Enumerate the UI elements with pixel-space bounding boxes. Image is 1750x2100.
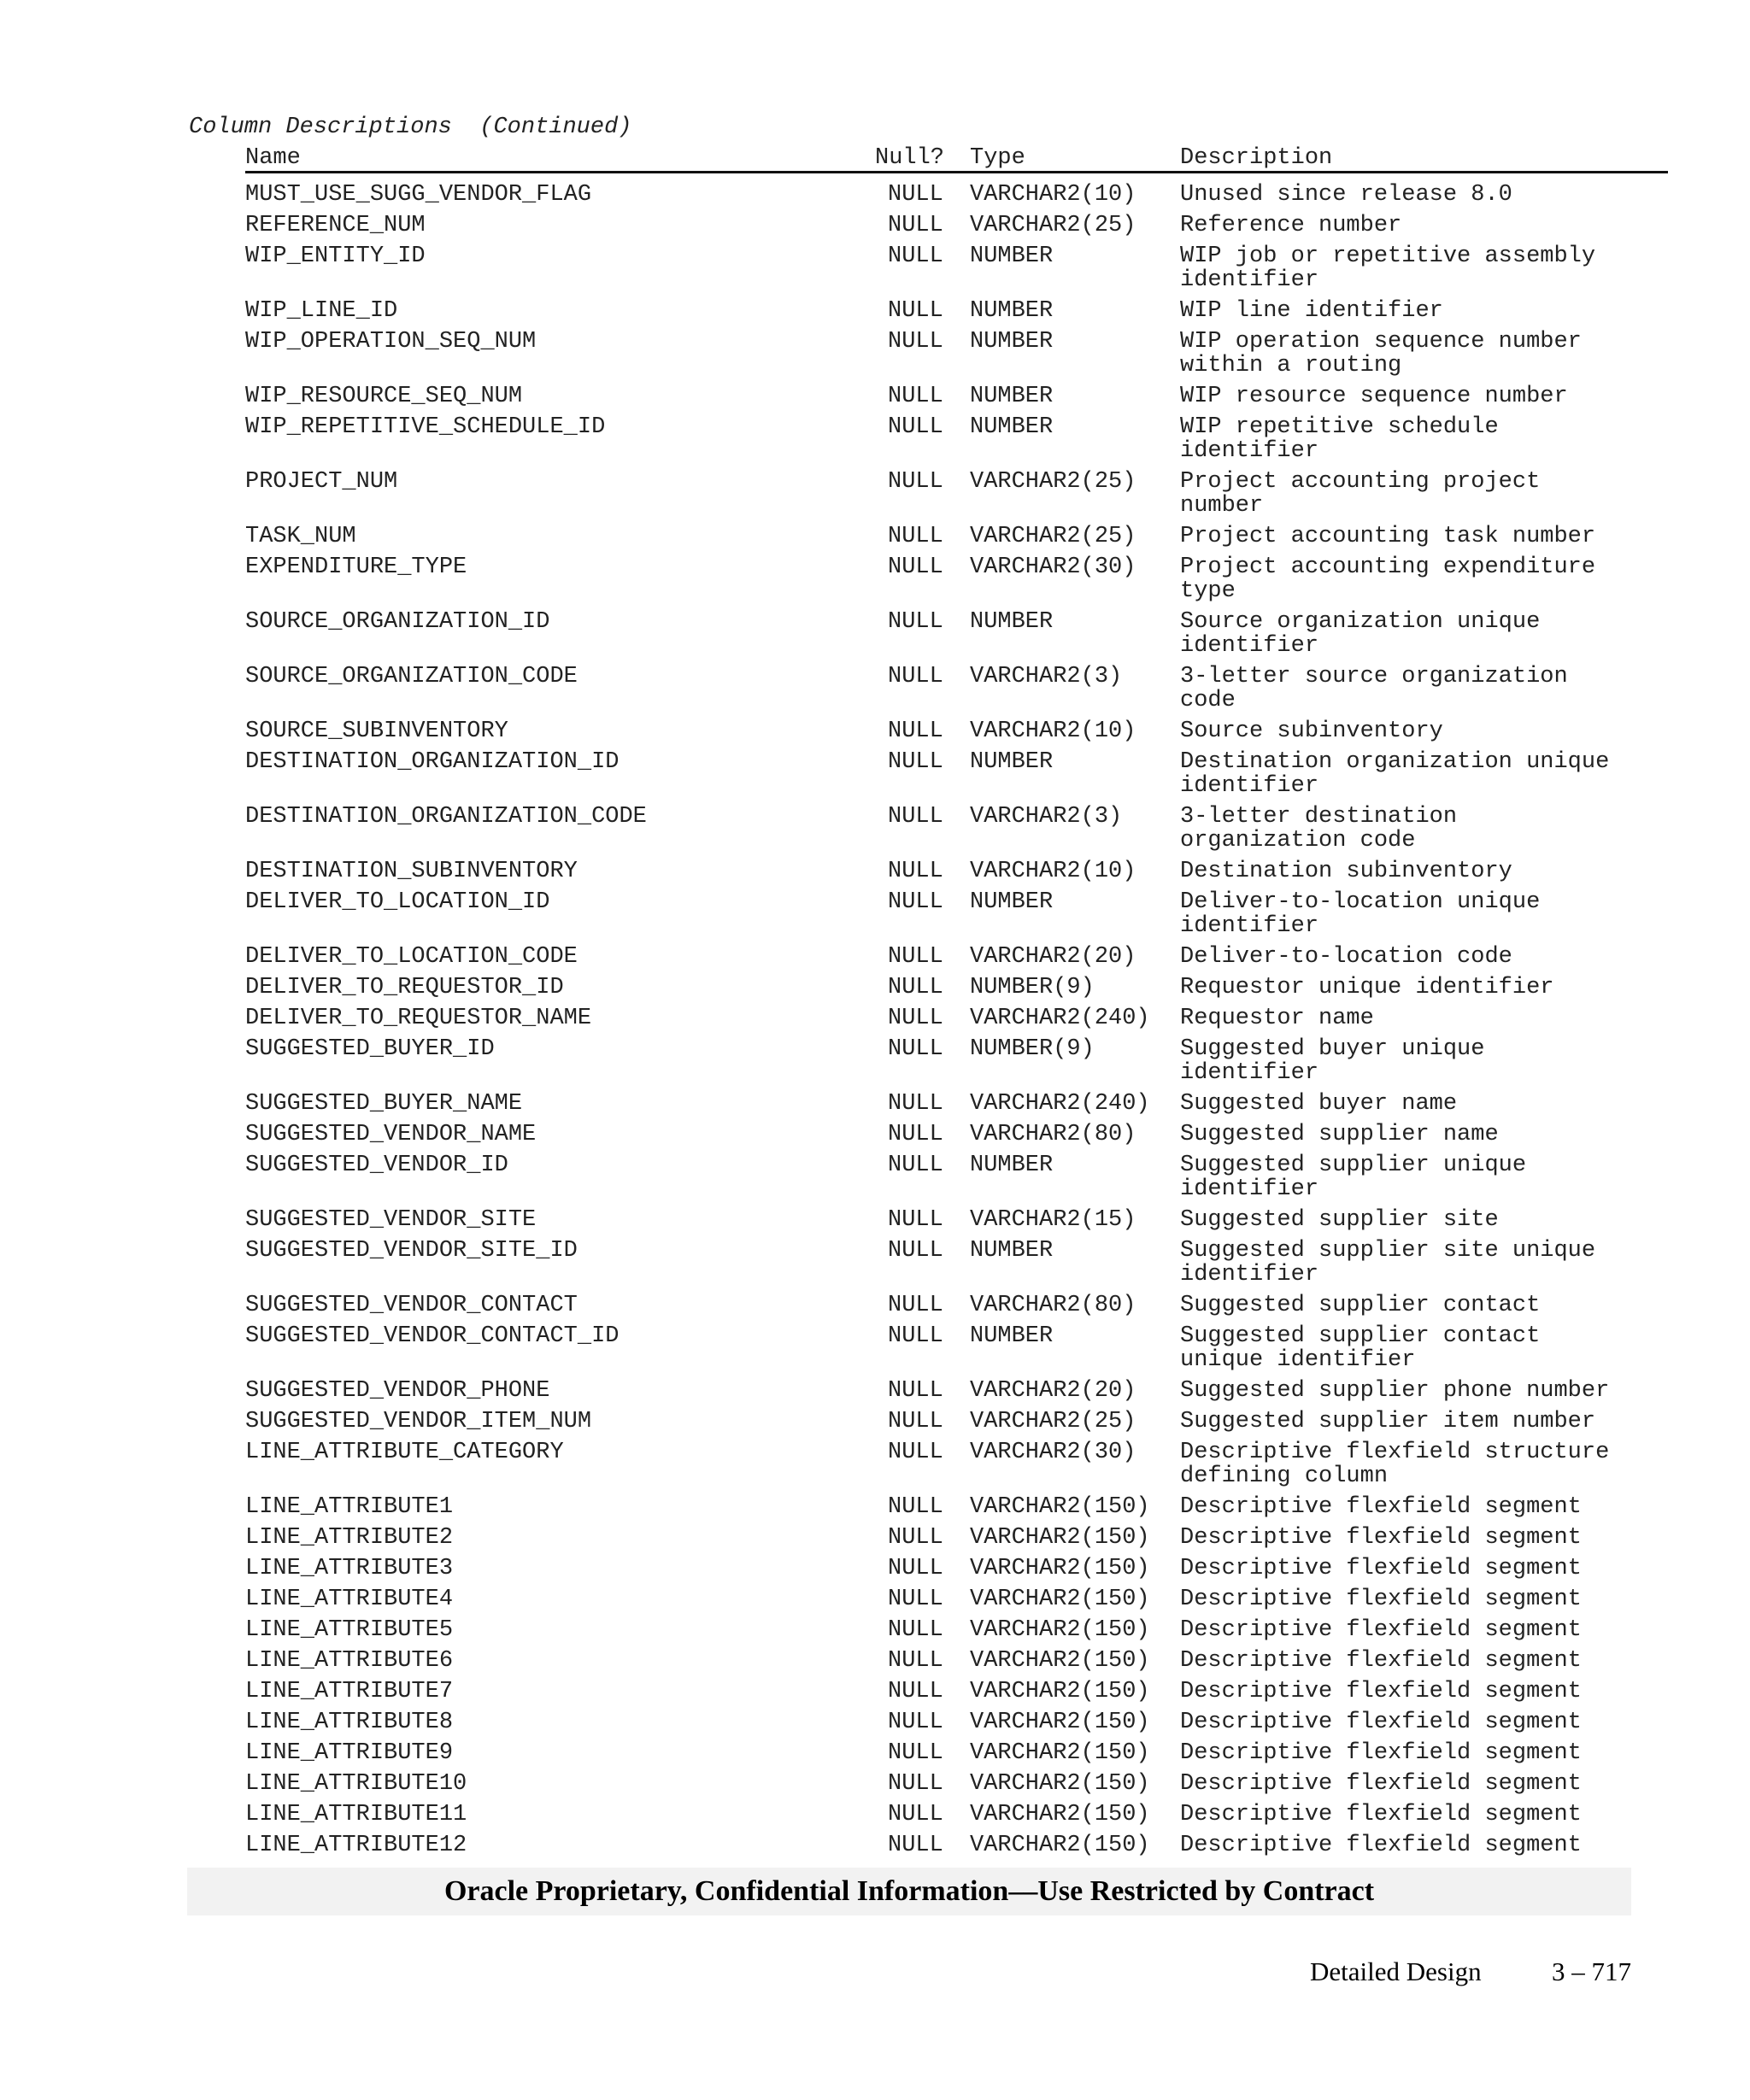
- column-name-cell: LINE_ATTRIBUTE6: [245, 1648, 454, 1674]
- type-cell: NUMBER(9): [970, 1036, 1095, 1062]
- type-cell: VARCHAR2(150): [970, 1740, 1150, 1766]
- null-cell: NULL: [888, 1006, 943, 1031]
- null-cell: NULL: [888, 329, 943, 355]
- description-cell: Suggested supplier name: [1180, 1122, 1499, 1147]
- null-cell: NULL: [888, 1525, 943, 1551]
- null-cell: NULL: [888, 1802, 943, 1827]
- table-row: [0, 610, 1750, 665]
- description-cell: Suggested supplier site unique identifier: [1180, 1238, 1596, 1288]
- column-name-cell: LINE_ATTRIBUTE7: [245, 1679, 454, 1704]
- description-cell: Descriptive flexfield structure defining column: [1180, 1440, 1610, 1489]
- table-row: [0, 945, 1750, 976]
- section-title: Column Descriptions (Continued): [189, 114, 632, 140]
- column-header-type: Type: [970, 145, 1025, 171]
- type-cell: VARCHAR2(150): [970, 1617, 1150, 1643]
- table-row: [0, 750, 1750, 805]
- null-cell: NULL: [888, 243, 943, 269]
- column-name-cell: DELIVER_TO_REQUESTOR_ID: [245, 975, 564, 1000]
- table-row: [0, 1587, 1750, 1618]
- description-cell: Descriptive flexfield segment: [1180, 1740, 1582, 1766]
- description-cell: Project accounting expenditure type: [1180, 554, 1596, 604]
- null-cell: NULL: [888, 1679, 943, 1704]
- table-row: [0, 976, 1750, 1006]
- description-cell: Suggested supplier site: [1180, 1207, 1499, 1233]
- column-name-cell: EXPENDITURE_TYPE: [245, 554, 467, 580]
- table-row: [0, 1618, 1750, 1649]
- column-name-cell: DESTINATION_SUBINVENTORY: [245, 859, 578, 884]
- table-row: [0, 859, 1750, 890]
- description-cell: Descriptive flexfield segment: [1180, 1525, 1582, 1551]
- column-name-cell: SUGGESTED_VENDOR_SITE_ID: [245, 1238, 578, 1264]
- column-name-cell: LINE_ATTRIBUTE1: [245, 1494, 454, 1520]
- table-row: [0, 1680, 1750, 1710]
- table-row: [0, 1153, 1750, 1208]
- type-cell: VARCHAR2(25): [970, 1409, 1136, 1434]
- column-name-cell: MUST_USE_SUGG_VENDOR_FLAG: [245, 182, 592, 208]
- table-row: [0, 299, 1750, 330]
- type-cell: NUMBER(9): [970, 975, 1095, 1000]
- type-cell: VARCHAR2(30): [970, 554, 1136, 580]
- null-cell: NULL: [888, 298, 943, 324]
- null-cell: NULL: [888, 213, 943, 238]
- null-cell: NULL: [888, 889, 943, 915]
- null-cell: NULL: [888, 1091, 943, 1117]
- type-cell: NUMBER: [970, 1238, 1054, 1264]
- table-row: [0, 1092, 1750, 1123]
- column-header-name: Name: [245, 145, 301, 171]
- null-cell: NULL: [888, 1833, 943, 1858]
- null-cell: NULL: [888, 1122, 943, 1147]
- table-row: [0, 1526, 1750, 1557]
- description-cell: Deliver-to-location code: [1180, 944, 1512, 970]
- table-row: [0, 1833, 1750, 1864]
- null-cell: NULL: [888, 1378, 943, 1404]
- null-cell: NULL: [888, 1494, 943, 1520]
- null-cell: NULL: [888, 1648, 943, 1674]
- column-name-cell: WIP_RESOURCE_SEQ_NUM: [245, 384, 523, 409]
- type-cell: VARCHAR2(240): [970, 1091, 1150, 1117]
- description-cell: Descriptive flexfield segment: [1180, 1710, 1582, 1735]
- null-cell: NULL: [888, 749, 943, 775]
- column-name-cell: SUGGESTED_BUYER_NAME: [245, 1091, 523, 1117]
- type-cell: VARCHAR2(25): [970, 469, 1136, 495]
- type-cell: VARCHAR2(20): [970, 1378, 1136, 1404]
- table-row: [0, 1803, 1750, 1833]
- null-cell: NULL: [888, 1323, 943, 1349]
- description-cell: Project accounting task number: [1180, 524, 1596, 549]
- table-row: [0, 1293, 1750, 1324]
- table-row: [0, 1324, 1750, 1379]
- column-name-cell: SUGGESTED_VENDOR_CONTACT: [245, 1293, 578, 1318]
- type-cell: NUMBER: [970, 889, 1054, 915]
- table-row: [0, 1208, 1750, 1239]
- description-cell: Suggested supplier contact unique identifier: [1180, 1323, 1541, 1373]
- table-row: [0, 330, 1750, 384]
- type-cell: NUMBER: [970, 243, 1054, 269]
- null-cell: NULL: [888, 1771, 943, 1797]
- column-name-cell: LINE_ATTRIBUTE5: [245, 1617, 454, 1643]
- type-cell: VARCHAR2(150): [970, 1648, 1150, 1674]
- description-cell: Source organization unique identifier: [1180, 609, 1541, 659]
- column-name-cell: SOURCE_ORGANIZATION_ID: [245, 609, 550, 635]
- table-row: [0, 665, 1750, 719]
- description-cell: Requestor name: [1180, 1006, 1374, 1031]
- null-cell: NULL: [888, 1710, 943, 1735]
- null-cell: NULL: [888, 1207, 943, 1233]
- description-cell: Descriptive flexfield segment: [1180, 1587, 1582, 1612]
- column-name-cell: LINE_ATTRIBUTE12: [245, 1833, 467, 1858]
- null-cell: NULL: [888, 1440, 943, 1465]
- null-cell: NULL: [888, 1740, 943, 1766]
- column-name-cell: DELIVER_TO_REQUESTOR_NAME: [245, 1006, 592, 1031]
- type-cell: VARCHAR2(240): [970, 1006, 1150, 1031]
- column-name-cell: DESTINATION_ORGANIZATION_CODE: [245, 804, 647, 830]
- column-name-cell: SOURCE_ORGANIZATION_CODE: [245, 664, 578, 689]
- null-cell: NULL: [888, 182, 943, 208]
- null-cell: NULL: [888, 414, 943, 440]
- table-row: [0, 719, 1750, 750]
- type-cell: VARCHAR2(150): [970, 1494, 1150, 1520]
- column-name-cell: SUGGESTED_VENDOR_SITE: [245, 1207, 537, 1233]
- type-cell: VARCHAR2(80): [970, 1122, 1136, 1147]
- column-name-cell: DESTINATION_ORGANIZATION_ID: [245, 749, 620, 775]
- column-name-cell: SOURCE_SUBINVENTORY: [245, 719, 508, 744]
- footer-section-name: Detailed Design: [1310, 1956, 1482, 1986]
- table-row: [0, 1440, 1750, 1495]
- column-name-cell: SUGGESTED_VENDOR_PHONE: [245, 1378, 550, 1404]
- type-cell: VARCHAR2(10): [970, 182, 1136, 208]
- description-cell: Suggested buyer unique identifier: [1180, 1036, 1485, 1086]
- description-cell: Descriptive flexfield segment: [1180, 1648, 1582, 1674]
- type-cell: NUMBER: [970, 749, 1054, 775]
- column-descriptions-table: [0, 183, 1750, 1864]
- column-name-cell: LINE_ATTRIBUTE4: [245, 1587, 454, 1612]
- table-row: [0, 415, 1750, 470]
- column-name-cell: WIP_LINE_ID: [245, 298, 398, 324]
- null-cell: NULL: [888, 719, 943, 744]
- description-cell: Suggested buyer name: [1180, 1091, 1458, 1117]
- description-cell: WIP operation sequence number within a routing: [1180, 329, 1582, 378]
- column-name-cell: DELIVER_TO_LOCATION_ID: [245, 889, 550, 915]
- column-name-cell: SUGGESTED_VENDOR_NAME: [245, 1122, 537, 1147]
- type-cell: NUMBER: [970, 298, 1054, 324]
- column-name-cell: REFERENCE_NUM: [245, 213, 426, 238]
- type-cell: VARCHAR2(20): [970, 944, 1136, 970]
- type-cell: VARCHAR2(10): [970, 719, 1136, 744]
- description-cell: Source subinventory: [1180, 719, 1443, 744]
- null-cell: NULL: [888, 1238, 943, 1264]
- null-cell: NULL: [888, 1556, 943, 1581]
- column-name-cell: SUGGESTED_BUYER_ID: [245, 1036, 495, 1062]
- null-cell: NULL: [888, 664, 943, 689]
- table-row: [0, 214, 1750, 244]
- null-cell: NULL: [888, 1587, 943, 1612]
- type-cell: VARCHAR2(30): [970, 1440, 1136, 1465]
- column-name-cell: LINE_ATTRIBUTE3: [245, 1556, 454, 1581]
- column-name-cell: LINE_ATTRIBUTE10: [245, 1771, 467, 1797]
- type-cell: VARCHAR2(25): [970, 524, 1136, 549]
- table-row: [0, 1741, 1750, 1772]
- description-cell: Destination subinventory: [1180, 859, 1512, 884]
- column-name-cell: WIP_REPETITIVE_SCHEDULE_ID: [245, 414, 606, 440]
- table-row: [0, 1239, 1750, 1293]
- type-cell: NUMBER: [970, 414, 1054, 440]
- null-cell: NULL: [888, 554, 943, 580]
- table-row: [0, 1037, 1750, 1092]
- description-cell: Descriptive flexfield segment: [1180, 1833, 1582, 1858]
- type-cell: VARCHAR2(150): [970, 1587, 1150, 1612]
- type-cell: VARCHAR2(3): [970, 804, 1123, 830]
- type-cell: VARCHAR2(150): [970, 1710, 1150, 1735]
- null-cell: NULL: [888, 804, 943, 830]
- footer-page-number: 3 – 717: [1552, 1956, 1631, 1986]
- description-cell: Destination organization unique identifier: [1180, 749, 1610, 799]
- description-cell: Descriptive flexfield segment: [1180, 1556, 1582, 1581]
- table-row: [0, 805, 1750, 859]
- column-name-cell: TASK_NUM: [245, 524, 356, 549]
- column-name-cell: PROJECT_NUM: [245, 469, 398, 495]
- table-row: [0, 384, 1750, 415]
- column-name-cell: LINE_ATTRIBUTE11: [245, 1802, 467, 1827]
- table-row: [0, 1772, 1750, 1803]
- header-rule: [245, 171, 1668, 173]
- column-name-cell: LINE_ATTRIBUTE_CATEGORY: [245, 1440, 564, 1465]
- description-cell: 3-letter source organization code: [1180, 664, 1568, 713]
- description-cell: Descriptive flexfield segment: [1180, 1617, 1582, 1643]
- null-cell: NULL: [888, 524, 943, 549]
- table-row: [0, 525, 1750, 555]
- table-row: [0, 1557, 1750, 1587]
- null-cell: NULL: [888, 975, 943, 1000]
- column-name-cell: SUGGESTED_VENDOR_ID: [245, 1153, 508, 1178]
- type-cell: VARCHAR2(25): [970, 213, 1136, 238]
- type-cell: NUMBER: [970, 609, 1054, 635]
- table-row: [0, 1006, 1750, 1037]
- table-row: [0, 183, 1750, 214]
- null-cell: NULL: [888, 1036, 943, 1062]
- column-name-cell: WIP_ENTITY_ID: [245, 243, 426, 269]
- column-name-cell: SUGGESTED_VENDOR_ITEM_NUM: [245, 1409, 592, 1434]
- null-cell: NULL: [888, 944, 943, 970]
- description-cell: Suggested supplier item number: [1180, 1409, 1596, 1434]
- table-row: [0, 1649, 1750, 1680]
- type-cell: VARCHAR2(3): [970, 664, 1123, 689]
- type-cell: NUMBER: [970, 329, 1054, 355]
- confidential-banner: [187, 1868, 1631, 1915]
- null-cell: NULL: [888, 384, 943, 409]
- table-row: [0, 1410, 1750, 1440]
- type-cell: VARCHAR2(150): [970, 1556, 1150, 1581]
- type-cell: VARCHAR2(150): [970, 1525, 1150, 1551]
- null-cell: NULL: [888, 1293, 943, 1318]
- column-name-cell: DELIVER_TO_LOCATION_CODE: [245, 944, 578, 970]
- description-cell: WIP line identifier: [1180, 298, 1443, 324]
- description-cell: Suggested supplier unique identifier: [1180, 1153, 1527, 1202]
- table-row: [0, 1710, 1750, 1741]
- column-name-cell: LINE_ATTRIBUTE2: [245, 1525, 454, 1551]
- type-cell: NUMBER: [970, 1153, 1054, 1178]
- table-row: [0, 470, 1750, 525]
- null-cell: NULL: [888, 1617, 943, 1643]
- table-row: [0, 555, 1750, 610]
- description-cell: WIP job or repetitive assembly identifier: [1180, 243, 1596, 293]
- column-header-null: Null?: [875, 145, 945, 171]
- type-cell: VARCHAR2(150): [970, 1771, 1150, 1797]
- table-row: [0, 890, 1750, 945]
- description-cell: Project accounting project number: [1180, 469, 1541, 519]
- null-cell: NULL: [888, 1409, 943, 1434]
- description-cell: Unused since release 8.0: [1180, 182, 1512, 208]
- table-row: [0, 1379, 1750, 1410]
- type-cell: VARCHAR2(10): [970, 859, 1136, 884]
- type-cell: VARCHAR2(150): [970, 1679, 1150, 1704]
- null-cell: NULL: [888, 1153, 943, 1178]
- null-cell: NULL: [888, 859, 943, 884]
- description-cell: Deliver-to-location unique identifier: [1180, 889, 1541, 939]
- type-cell: NUMBER: [970, 1323, 1054, 1349]
- column-name-cell: SUGGESTED_VENDOR_CONTACT_ID: [245, 1323, 620, 1349]
- description-cell: Reference number: [1180, 213, 1402, 238]
- column-header-description: Description: [1180, 145, 1333, 171]
- null-cell: NULL: [888, 469, 943, 495]
- table-row: [0, 1123, 1750, 1153]
- description-cell: WIP repetitive schedule identifier: [1180, 414, 1499, 464]
- description-cell: Descriptive flexfield segment: [1180, 1802, 1582, 1827]
- description-cell: Descriptive flexfield segment: [1180, 1494, 1582, 1520]
- type-cell: VARCHAR2(80): [970, 1293, 1136, 1318]
- column-name-cell: LINE_ATTRIBUTE9: [245, 1740, 454, 1766]
- column-name-cell: WIP_OPERATION_SEQ_NUM: [245, 329, 537, 355]
- table-row: [0, 1495, 1750, 1526]
- null-cell: NULL: [888, 609, 943, 635]
- type-cell: VARCHAR2(150): [970, 1833, 1150, 1858]
- description-cell: 3-letter destination organization code: [1180, 804, 1458, 853]
- description-cell: Descriptive flexfield segment: [1180, 1771, 1582, 1797]
- table-row: [0, 244, 1750, 299]
- description-cell: Descriptive flexfield segment: [1180, 1679, 1582, 1704]
- confidential-notice: Oracle Proprietary, Confidential Information––Use Restricted by Contract: [443, 1875, 1375, 1907]
- column-name-cell: LINE_ATTRIBUTE8: [245, 1710, 454, 1735]
- description-cell: Requestor unique identifier: [1180, 975, 1554, 1000]
- type-cell: VARCHAR2(15): [970, 1207, 1136, 1233]
- description-cell: Suggested supplier contact: [1180, 1293, 1541, 1318]
- description-cell: WIP resource sequence number: [1180, 384, 1568, 409]
- type-cell: VARCHAR2(150): [970, 1802, 1150, 1827]
- type-cell: NUMBER: [970, 384, 1054, 409]
- description-cell: Suggested supplier phone number: [1180, 1378, 1610, 1404]
